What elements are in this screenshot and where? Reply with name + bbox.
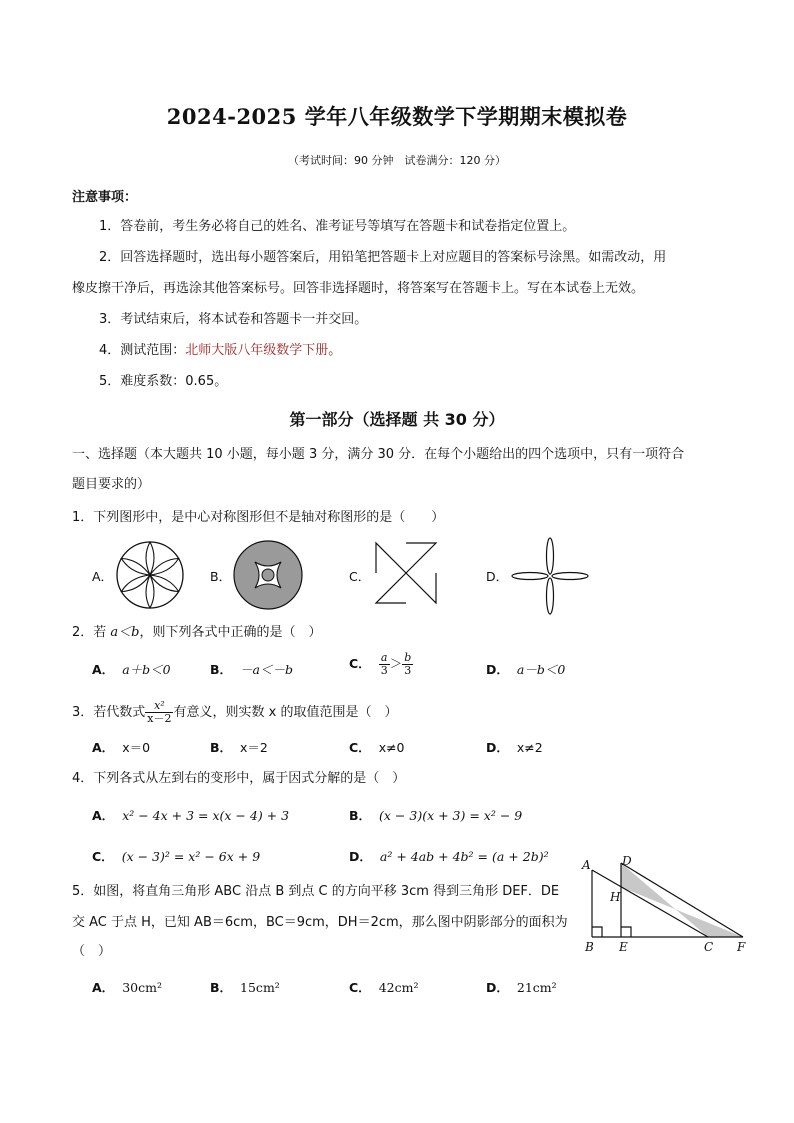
notice-item-4-suffix: 。 <box>328 343 342 358</box>
label-b: B <box>585 940 594 954</box>
gray-disk-figure <box>233 540 303 610</box>
q1-option-b-label: B． <box>210 569 232 584</box>
q2-option-c <box>349 652 413 677</box>
q3-option-d <box>486 738 543 756</box>
exam-info: （考试时间：90 分钟 试卷满分：120 分） <box>288 154 506 167</box>
q2-c-den-2: 3 <box>404 664 412 677</box>
notice-item-4 <box>99 342 341 360</box>
q2-c-num-2: b <box>404 651 412 664</box>
q3-fraction <box>145 700 173 725</box>
q2-option-b <box>210 660 293 678</box>
q5-option-b-label: B． <box>210 980 233 995</box>
q3-stem-end: 有意义，则实数 x 的取值范围是（ ） <box>173 705 398 720</box>
q2-c-num-1: a <box>379 652 390 665</box>
q4-option-a-text: x² − 4x + 3 = x(x − 4) + 3 <box>122 808 290 823</box>
q2-c-den-1: 3 <box>380 664 388 677</box>
test-range: 北师大版八年级数学下册 <box>185 343 329 358</box>
instructions-line-1: 一、选择题（本大题共 10 小题，每小题 3 分，满分 30 分．在每个小题给出的四个选项中，只有一项符合 <box>72 447 685 462</box>
q5-option-b-text: 15cm² <box>240 980 280 995</box>
flower-circle-figure <box>115 540 185 610</box>
q2-stem-end: ，则下列各式中正确的是（ ） <box>139 625 322 640</box>
label-c: C <box>704 940 714 954</box>
q2-condition: a＜b <box>110 625 140 640</box>
q3-stem <box>72 700 397 725</box>
q4-option-c-text: (x − 3)² = x² − 6x + 9 <box>121 849 261 864</box>
q4-stem: 4．下列各式从左到右的变形中，属于因式分解的是（ ） <box>72 771 406 786</box>
pinwheel-figure <box>374 541 438 605</box>
notice-item-4-prefix: 4．测试范围： <box>99 343 186 358</box>
q5-option-a-label: A． <box>92 980 115 995</box>
notice-item-2-line-2: 橡皮擦干净后，再选涂其他答案标号。回答非选择题时，将答案写在答题卡上。写在本试卷上无效。 <box>72 281 645 296</box>
q4-option-d <box>349 847 549 865</box>
q2-option-c-label: C． <box>349 656 371 671</box>
q5-stem-line-3: （ ） <box>72 944 112 959</box>
q3-option-c-text: x≠0 <box>378 740 405 755</box>
q2-option-a <box>92 660 171 678</box>
notice-item-3: 3．考试结束后，将本试卷和答题卡一并交回。 <box>99 312 368 327</box>
label-h: H <box>610 890 621 904</box>
q3-option-c <box>349 738 405 756</box>
q5-option-c-text: 42cm² <box>378 980 419 995</box>
notice-item-5: 5．难度系数：0.65。 <box>99 374 228 389</box>
q5-stem-line-1: 5．如图，将直角三角形 ABC 沿点 B 到点 C 的方向平移 3cm 得到三角形 DEF．DE <box>72 884 560 899</box>
label-f: F <box>737 940 746 954</box>
q3-fraction-denominator: x－2 <box>147 712 172 725</box>
q2-stem-start: 2．若 <box>72 625 111 640</box>
q3-option-a-text: x＝0 <box>122 740 151 755</box>
q2-stem <box>72 624 322 642</box>
q3-option-b-label: B． <box>210 740 233 755</box>
q5-option-c-label: C． <box>349 980 371 995</box>
q2-option-d <box>486 660 565 678</box>
q5-option-c <box>349 978 418 996</box>
q4-option-c <box>92 847 260 865</box>
q4-option-b <box>349 806 522 824</box>
q4-option-d-label: D． <box>349 849 372 864</box>
q2-option-c-fraction-1 <box>379 652 390 677</box>
q5-option-d <box>486 978 557 996</box>
q1-option-c-label: C． <box>349 569 371 584</box>
q5-option-d-label: D． <box>486 980 509 995</box>
page-title: 2024-2025 学年八年级数学下学期期末模拟卷 <box>166 104 628 129</box>
q2-option-c-relation: ＞ <box>389 656 403 671</box>
q5-stem-line-2: 交 AC 于点 H，已知 AB＝6cm，BC＝9cm，DH＝2cm，那么图中阴影部分的面积为 <box>72 915 568 930</box>
notice-item-1: 1．答卷前，考生务必将自己的姓名、准考证号等填写在答题卡和试卷指定位置上。 <box>99 219 576 234</box>
q3-option-d-text: x≠2 <box>516 740 543 755</box>
q5-option-b <box>210 978 280 996</box>
q3-stem-start: 3．若代数式 <box>72 705 146 720</box>
q2-option-a-text: a＋b＜0 <box>122 662 171 677</box>
q2-option-b-text: －a＜－b <box>240 662 293 677</box>
q4-option-a-label: A． <box>92 808 115 823</box>
q2-option-d-text: a－b＜0 <box>516 662 566 677</box>
q3-option-b-text: x＝2 <box>240 740 268 755</box>
q2-option-b-label: B． <box>210 662 233 677</box>
q3-option-a-label: A． <box>92 740 115 755</box>
q2-option-d-label: D． <box>486 662 509 677</box>
q3-option-b <box>210 738 268 756</box>
label-a: A <box>582 858 591 872</box>
q4-option-b-label: B． <box>349 808 372 823</box>
q3-option-c-label: C． <box>349 740 371 755</box>
q4-option-a <box>92 806 289 824</box>
q2-option-c-fraction-2 <box>402 652 413 677</box>
label-d: D <box>622 854 632 868</box>
section-title: 第一部分（选择题 共 30 分） <box>289 410 505 429</box>
q1-option-d-label: D． <box>486 569 509 584</box>
q5-option-a-text: 30cm² <box>122 980 162 995</box>
q4-option-c-label: C． <box>92 849 114 864</box>
notice-heading: 注意事项： <box>72 190 138 205</box>
notice-item-2-line-1: 2．回答选择题时，选出每小题答案后，用铅笔把答题卡上对应题目的答案标号涂黑。如需改动，用 <box>99 250 667 265</box>
q2-option-a-label: A． <box>92 662 115 677</box>
q3-fraction-numerator: x² <box>145 700 173 713</box>
q3-option-a <box>92 738 150 756</box>
four-petal-figure <box>510 536 590 616</box>
q1-stem: 1．下列图形中，是中心对称图形但不是轴对称图形的是（ ） <box>72 510 445 525</box>
q5-option-d-text: 21cm² <box>516 980 557 995</box>
instructions-line-2: 题目要求的） <box>72 477 151 492</box>
q5-option-a <box>92 978 162 996</box>
triangle-translation-figure <box>578 853 754 957</box>
q1-option-a-label: A． <box>92 569 114 584</box>
q4-option-b-text: (x − 3)(x + 3) = x² − 9 <box>379 808 523 823</box>
q3-option-d-label: D． <box>486 740 509 755</box>
label-e: E <box>619 940 628 954</box>
q4-option-d-text: a² + 4ab + 4b² = (a + 2b)² <box>379 849 549 864</box>
